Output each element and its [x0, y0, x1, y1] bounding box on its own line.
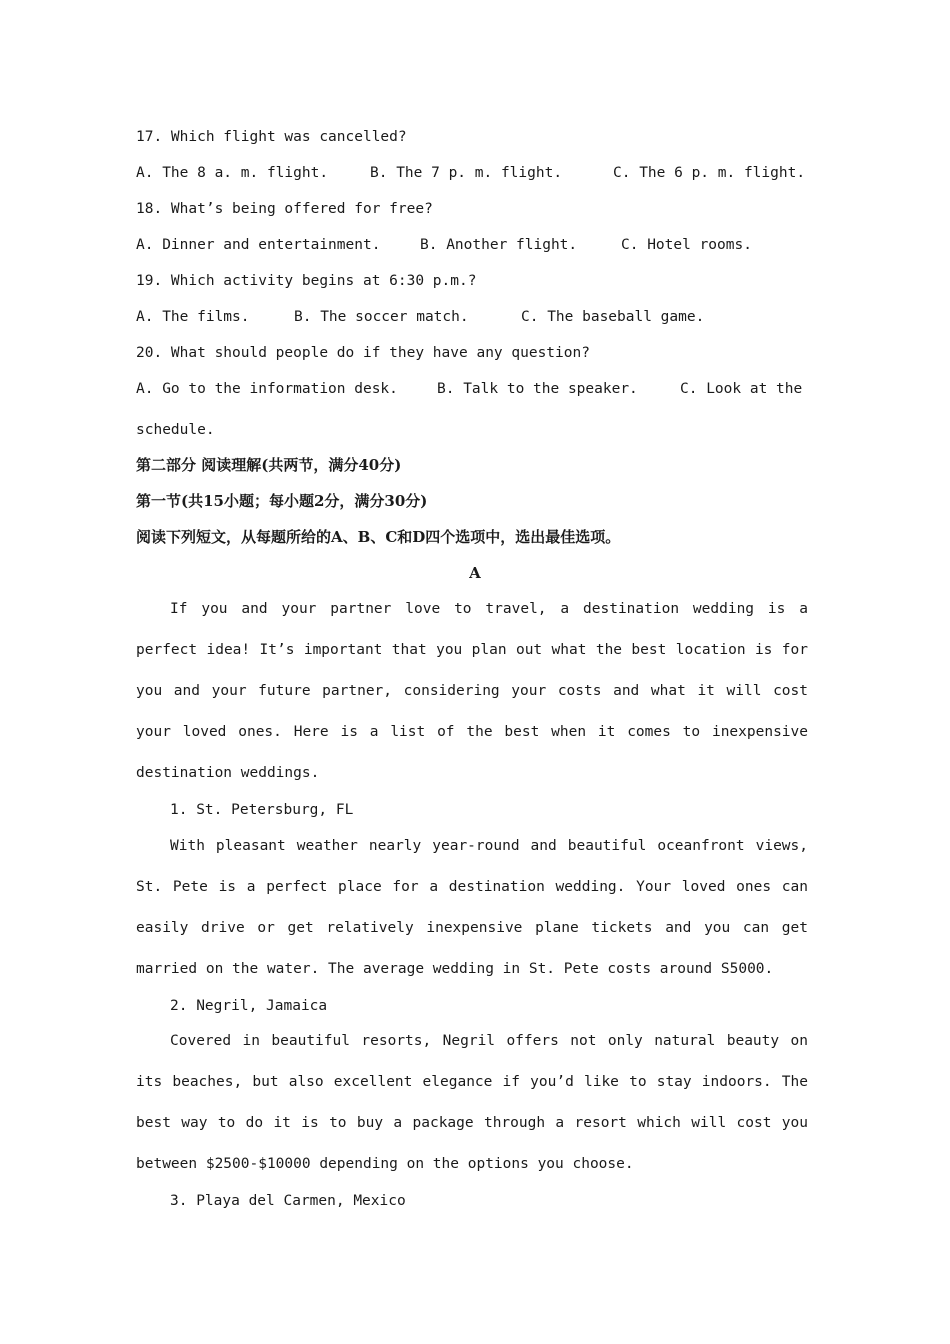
item-1-heading: 1. St. Petersburg, FL: [170, 802, 354, 818]
option-b: B. The 7 p. m. flight.: [370, 165, 563, 181]
option-a: A. Go to the information desk.: [136, 381, 398, 397]
passage-intro: [136, 589, 808, 794]
item-2-body-text: Covered in beautiful resorts, Negril offers not only natural beauty on its beaches, but also excellent elegance if you’d like to stay indoors. The best way to do it is to buy a package through a resort which will cost you between $2500-$10000 depending on the options you choose.: [136, 1033, 808, 1172]
passage-label: A: [469, 564, 481, 582]
item-1-body: [136, 826, 808, 990]
option-c: C. The 6 p. m. flight.: [613, 165, 806, 181]
option-b: B. Talk to the speaker.: [437, 381, 638, 397]
option-b: B. Another flight.: [420, 237, 578, 253]
item-2-body: [136, 1021, 808, 1185]
option-c: C. Hotel rooms.: [621, 237, 752, 253]
question-20-stem: 20. What should people do if they have any question?: [136, 345, 590, 361]
option-a: A. The films.: [136, 309, 250, 325]
question-17-stem: 17. Which flight was cancelled?: [136, 129, 407, 145]
question-19-stem: 19. Which activity begins at 6:30 p.m.?: [136, 273, 477, 289]
passage-intro-text: If you and your partner love to travel, a destination wedding is a perfect idea! It’s important that you plan out what the best location is for you and your future partner, considering your costs and what it will cost your loved ones. Here is a list of the best when it comes to inexpensive destination weddings.: [136, 601, 808, 781]
option-a: A. The 8 a. m. flight.: [136, 165, 329, 181]
question-18-stem: 18. What’s being offered for free?: [136, 201, 433, 217]
option-a: A. Dinner and entertainment.: [136, 237, 381, 253]
item-2-heading: 2. Negril, Jamaica: [170, 998, 328, 1014]
option-c: C. Look at the: [680, 381, 803, 397]
section-instruction: 阅读下列短文，从每题所给的A、B、C和D四个选项中，选出最佳选项。: [136, 528, 621, 546]
section-title: 第一节(共15小题；每小题2分，满分30分): [136, 492, 428, 510]
option-c-continued: schedule.: [136, 422, 215, 438]
part-title: 第二部分 阅读理解(共两节，满分40分): [136, 456, 402, 474]
item-3-heading: 3. Playa del Carmen, Mexico: [170, 1193, 406, 1209]
option-c: C. The baseball game.: [521, 309, 705, 325]
option-b: B. The soccer match.: [294, 309, 469, 325]
item-1-body-text: With pleasant weather nearly year-round and beautiful oceanfront views, St. Pete is a perfect place for a destination wedding. Your loved ones can easily drive or get relatively inexpensive plane tickets and you can get married on the water. The average wedding in St. Pete costs around S5000.: [136, 838, 808, 977]
